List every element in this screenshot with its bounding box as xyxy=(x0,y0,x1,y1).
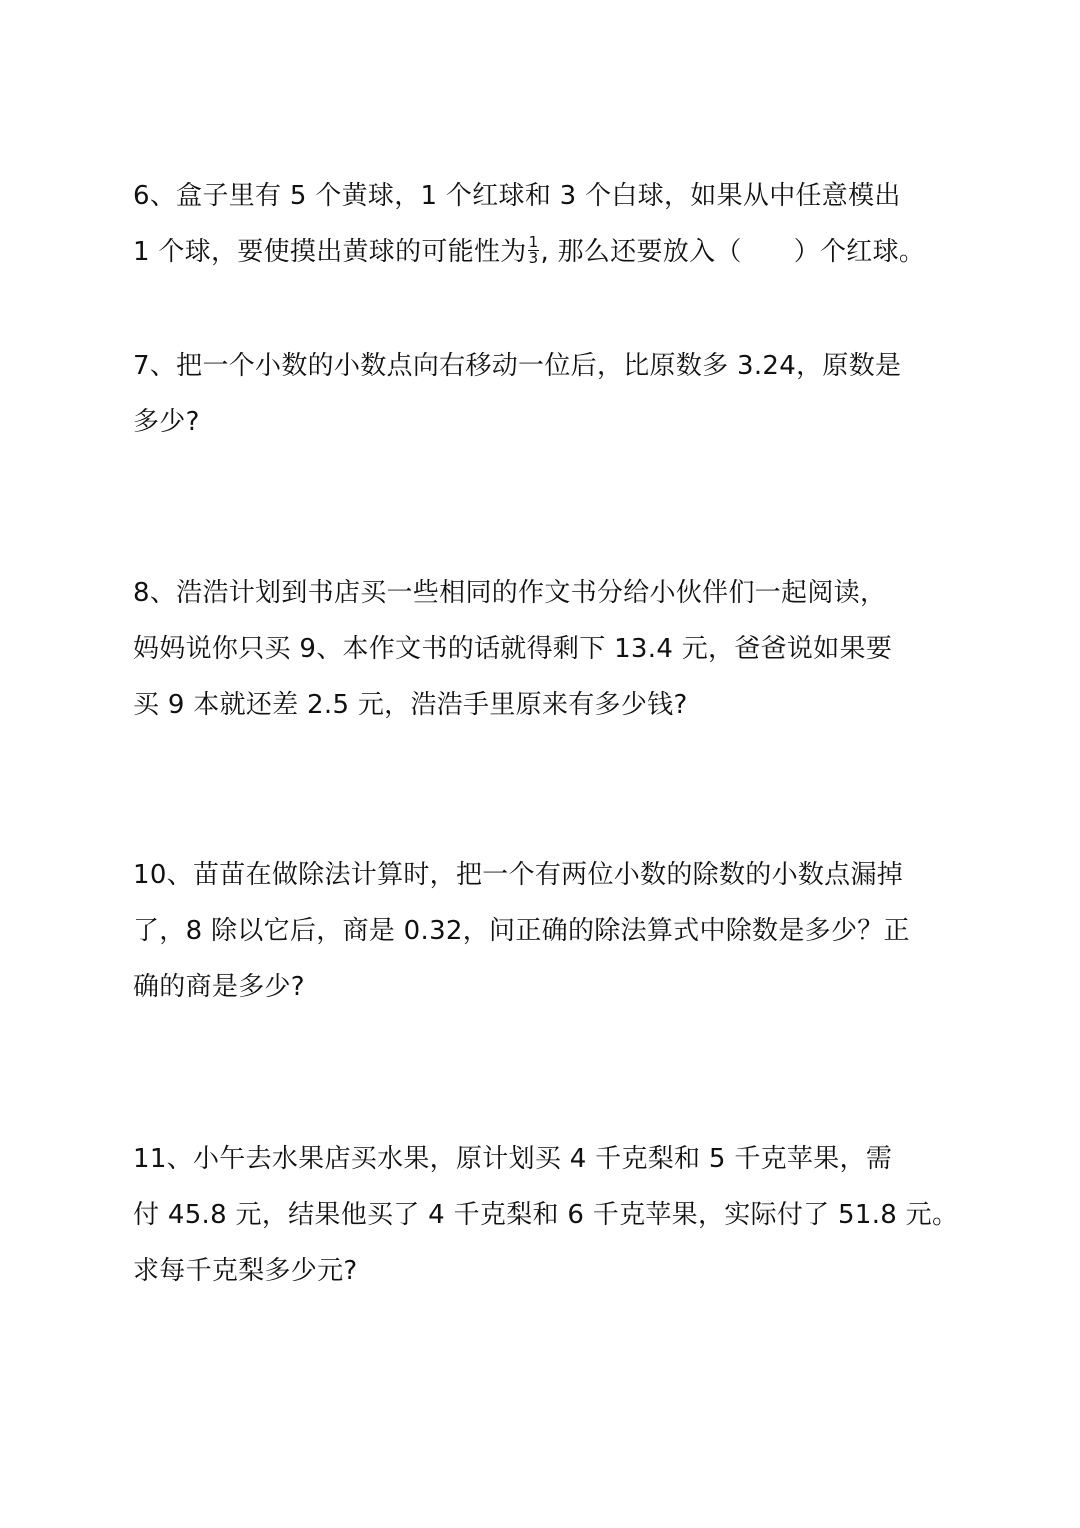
question-7 xyxy=(133,338,933,450)
question-11-line-2: 付 45.8 元，结果他买了 4 千克梨和 6 千克苹果，实际付了 51.8 元。 xyxy=(133,1200,959,1230)
question-10-line-3: 确的商是多少? xyxy=(133,972,305,1002)
question-11-line-1: 11、小午去水果店买水果，原计划买 4 千克梨和 5 千克苹果，需 xyxy=(133,1144,893,1174)
question-8-line-1: 8、浩浩计划到书店买一些相同的作文书分给小伙伴们一起阅读， xyxy=(133,578,887,608)
question-6 xyxy=(133,168,933,280)
question-6-line-2 xyxy=(133,224,933,280)
question-8 xyxy=(133,565,933,733)
fraction-numerator: 1 xyxy=(528,233,539,251)
fraction-one-third xyxy=(528,235,540,266)
question-7-line-1: 7、把一个小数的小数点向右移动一位后，比原数多 3.24，原数是 xyxy=(133,351,902,381)
fraction-denominator: 3 xyxy=(528,249,539,267)
question-6-after-fraction: , 那么还要放入（ xyxy=(540,237,742,267)
question-10 xyxy=(133,847,933,1015)
question-8-line-2: 妈妈说你只买 9、本作文书的话就得剩下 13.4 元，爸爸说如果要 xyxy=(133,634,893,664)
question-7-line-2: 多少? xyxy=(133,407,200,437)
question-10-line-1: 10、苗苗在做除法计算时，把一个有两位小数的除数的小数点漏掉 xyxy=(133,860,904,890)
question-11 xyxy=(133,1131,959,1299)
question-6-line-2-text: 1 个球，要使摸出黄球的可能性为 xyxy=(133,237,527,267)
question-10-line-2: 了，8 除以它后，商是 0.32，问正确的除法算式中除数是多少？正 xyxy=(133,916,910,946)
question-6-line-1: 6、盒子里有 5 个黄球，1 个红球和 3 个白球，如果从中任意模出 xyxy=(133,181,901,211)
question-11-line-3: 求每千克梨多少元? xyxy=(133,1256,358,1286)
question-6-after-blank: ）个红球。 xyxy=(793,237,926,267)
question-8-line-3: 买 9 本就还差 2.5 元，浩浩手里原来有多少钱? xyxy=(133,690,688,720)
